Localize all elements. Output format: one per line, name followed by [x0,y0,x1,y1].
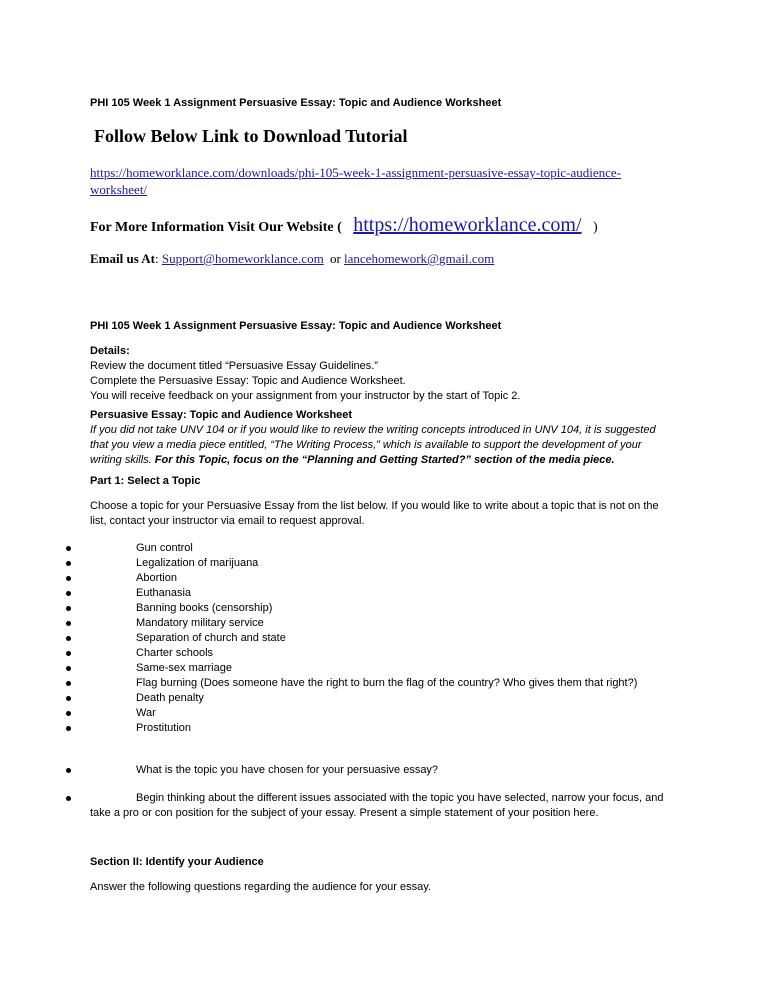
list-item: Abortion [0,571,768,586]
details-block [90,344,520,404]
details-line: Review the document titled “Persuasive Essay Guidelines.” [90,360,378,372]
details-heading: Details: [90,345,130,357]
part1-heading: Part 1: Select a Topic [90,475,201,487]
list-item: Mandatory military service [0,616,768,631]
question-2-line-1: Begin thinking about the different issues associated with the topic you have selected, narrow your focus, and [136,792,664,804]
list-item: Flag burning (Does someone have the right to burn the flag of the country? Who gives them that right?) [0,676,768,691]
download-link[interactable] [90,164,621,198]
intro-line-3-plain: writing skills. [90,454,155,466]
website-link[interactable]: https://homeworklance.com/ [353,214,582,236]
topic-list [0,541,768,741]
part1-text-line: list, contact your instructor via email to request approval. [90,515,365,527]
details-line: You will receive feedback on your assignment from your instructor by the start of Topic 2. [90,390,521,402]
more-info-line [90,214,598,237]
question-2-line-2: take a pro or con position for the subject of your essay. Present a simple statement of your position here. [90,807,599,819]
bullet-icon [66,726,71,731]
bullet-icon [66,768,71,773]
list-item: Euthanasia [0,586,768,601]
intro-line-3 [90,453,656,468]
worksheet-heading: Persuasive Essay: Topic and Audience Worksheet [90,409,353,421]
bullet-icon [66,561,71,566]
list-item: Charter schools [0,646,768,661]
list-item: Separation of church and state [0,631,768,646]
header-title: PHI 105 Week 1 Assignment Persuasive Essay: Topic and Audience Worksheet [90,97,502,109]
list-item: Death penalty [0,691,768,706]
bullet-icon [66,796,71,801]
list-item: Prostitution [0,721,768,736]
bullet-icon [66,681,71,686]
more-info-close: ) [593,220,598,235]
bullet-icon [66,711,71,716]
bullet-icon [66,576,71,581]
part1-text [90,499,659,529]
question-1: What is the topic you have chosen for your persuasive essay? [136,764,439,776]
bullet-icon [66,621,71,626]
question-item [0,791,768,821]
intro-line: If you did not take UNV 104 or if you would like to review the writing concepts introduced in UNV 104, it is suggested [90,424,656,436]
bullet-icon [66,666,71,671]
worksheet-block [90,408,656,468]
more-info-label: For More Information Visit Our Website ( [90,220,342,235]
email-or: or [329,251,341,266]
email-support-link[interactable]: Support@homeworklance.com [161,251,324,266]
list-item: Gun control [0,541,768,556]
section2-heading: Section II: Identify your Audience [90,856,264,868]
bullet-icon [66,651,71,656]
section2-text: Answer the following questions regarding the audience for your essay. [90,881,431,893]
email-line: Email us At: Support@homeworklance.com or lancehomework@gmail.com [90,251,495,266]
intro-line: that you view a media piece entitled, “The Writing Process,” which is available to support the development of your [90,439,642,451]
list-item: Same-sex marriage [0,661,768,676]
intro-line-3-bold: For this Topic, focus on the “Planning and Getting Started?” section of the media piece. [154,454,615,466]
download-link-line1[interactable]: https://homeworklance.com/downloads/phi-105-week-1-assignment-persuasive-essay-topic-audience- [90,165,622,180]
details-line: Complete the Persuasive Essay: Topic and Audience Worksheet. [90,375,406,387]
bullet-icon [66,546,71,551]
bullet-icon [66,606,71,611]
list-item: Legalization of marijuana [0,556,768,571]
follow-heading: Follow Below Link to Download Tutorial [94,126,408,146]
bullet-icon [66,591,71,596]
part1-text-line: Choose a topic for your Persuasive Essay from the list below. If you would like to write about a topic that is not on the [90,500,659,512]
download-link-line2[interactable]: worksheet/ [90,182,148,197]
list-item: War [0,706,768,721]
bullet-icon [66,696,71,701]
bullet-icon [66,636,71,641]
body-title: PHI 105 Week 1 Assignment Persuasive Essay: Topic and Audience Worksheet [90,320,502,332]
email-personal-link[interactable]: lancehomework@gmail.com [344,251,495,266]
question-item [0,763,768,778]
email-label: Email us At [90,251,156,266]
list-item: Banning books (censorship) [0,601,768,616]
